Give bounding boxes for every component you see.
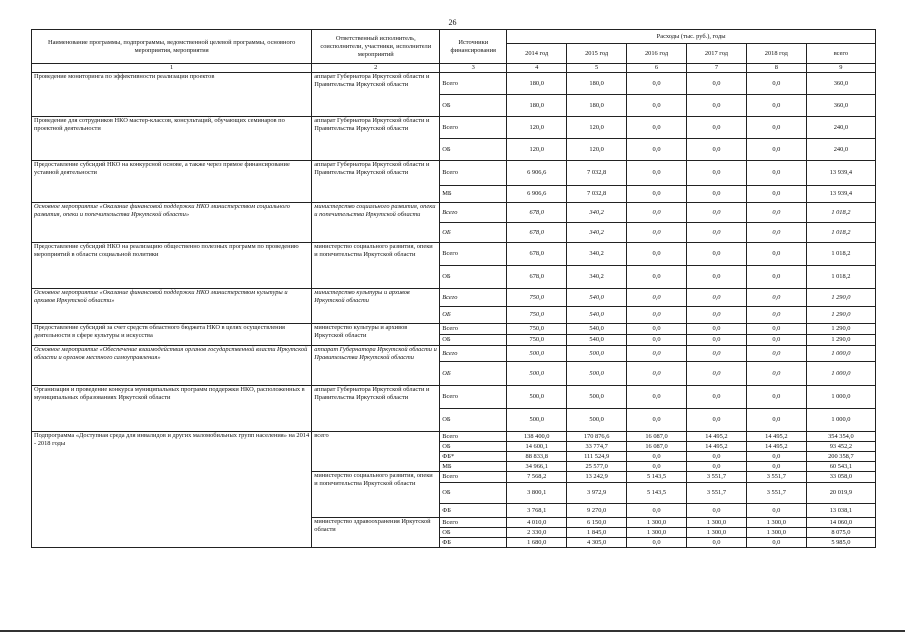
year-value: 180,0 <box>507 73 567 95</box>
year-value: 0,0 <box>627 289 687 307</box>
funding-source: МБ <box>440 186 507 203</box>
year-value: 500,0 <box>507 346 567 362</box>
year-value: 2 330,0 <box>507 528 567 538</box>
total-value: 93 452,2 <box>806 442 875 452</box>
funding-source: Всего <box>440 203 507 223</box>
year-value: 0,0 <box>686 324 746 335</box>
year-value: 0,0 <box>746 504 806 518</box>
table-row <box>32 161 876 186</box>
year-value: 0,0 <box>746 346 806 362</box>
year-value: 0,0 <box>686 462 746 472</box>
column-index: 1 <box>32 64 312 73</box>
measure-name: Проведение для сотрудников НКО мастер-классов, консультаций, обучающих семинаров по проектной деятельности <box>32 117 312 161</box>
year-value: 0,0 <box>627 139 687 161</box>
total-value: 1 018,2 <box>806 266 875 289</box>
year-value: 0,0 <box>627 307 687 324</box>
year-value: 3 800,1 <box>507 483 567 504</box>
total-value: 14 060,0 <box>806 518 875 528</box>
year-value: 0,0 <box>746 538 806 548</box>
year-value: 3 768,1 <box>507 504 567 518</box>
total-value: 1 290,0 <box>806 335 875 346</box>
year-value: 1 300,0 <box>627 528 687 538</box>
header-source: Источники финансирования <box>440 30 507 64</box>
year-value: 3 551,7 <box>746 483 806 504</box>
year-value: 0,0 <box>686 95 746 117</box>
column-index-row <box>32 64 876 73</box>
year-value: 180,0 <box>507 95 567 117</box>
year-value: 340,2 <box>567 223 627 243</box>
funding-source: Всего <box>440 472 507 483</box>
year-value: 0,0 <box>746 73 806 95</box>
total-value: 1 000,0 <box>806 409 875 432</box>
funding-source: МБ <box>440 462 507 472</box>
year-value: 7 568,2 <box>507 472 567 483</box>
year-value: 500,0 <box>507 362 567 386</box>
total-value: 5 985,0 <box>806 538 875 548</box>
year-value: 0,0 <box>746 386 806 409</box>
total-value: 240,0 <box>806 117 875 139</box>
year-value: 0,0 <box>746 452 806 462</box>
year-value: 0,0 <box>746 117 806 139</box>
year-value: 0,0 <box>686 243 746 266</box>
total-value: 1 018,2 <box>806 223 875 243</box>
measure-name: Основное мероприятие «Оказание финансовой поддержки НКО министерством социального развития, опеки и попечительства Иркутской области» <box>32 203 312 243</box>
year-value: 340,2 <box>567 243 627 266</box>
responsible-executor: аппарат Губернатора Иркутской области и Правительства Иркутской области <box>312 386 440 432</box>
year-value: 540,0 <box>567 335 627 346</box>
year-value: 1 300,0 <box>627 518 687 528</box>
year-value: 14 495,2 <box>746 442 806 452</box>
budget-table <box>31 29 876 548</box>
year-value: 750,0 <box>507 289 567 307</box>
year-value: 0,0 <box>627 73 687 95</box>
year-value: 540,0 <box>567 324 627 335</box>
year-value: 180,0 <box>567 95 627 117</box>
funding-source: ОБ <box>440 442 507 452</box>
year-value: 0,0 <box>686 203 746 223</box>
year-value: 500,0 <box>507 386 567 409</box>
year-value: 0,0 <box>627 223 687 243</box>
year-value: 0,0 <box>627 161 687 186</box>
year-value: 750,0 <box>507 324 567 335</box>
year-value: 1 300,0 <box>746 528 806 538</box>
total-value: 1 018,2 <box>806 203 875 223</box>
year-value: 0,0 <box>627 462 687 472</box>
year-value: 0,0 <box>746 335 806 346</box>
year-value: 750,0 <box>507 307 567 324</box>
column-index: 7 <box>686 64 746 73</box>
funding-source: ОБ <box>440 95 507 117</box>
table-row <box>32 73 876 95</box>
total-value: 1 000,0 <box>806 362 875 386</box>
page-number: 26 <box>448 18 457 27</box>
year-value: 0,0 <box>627 346 687 362</box>
year-value: 0,0 <box>746 203 806 223</box>
header-expenses: Расходы (тыс. руб.), годы <box>507 30 876 44</box>
funding-source: ОБ <box>440 139 507 161</box>
funding-source: Всего <box>440 289 507 307</box>
year-value: 678,0 <box>507 243 567 266</box>
measure-name: Основное мероприятие «Обеспечение взаимодействия органов государственной власти Иркутской области и органов местного самоуправления» <box>32 346 312 386</box>
total-value: 13 939,4 <box>806 161 875 186</box>
responsible-executor: министерство социального развития, опеки и попечительства Иркутской области <box>312 243 440 289</box>
header-year: 2018 год <box>746 44 806 64</box>
table-row <box>32 386 876 409</box>
funding-source: ОБ <box>440 409 507 432</box>
table-row <box>32 324 876 335</box>
measure-name: Предоставление субсидий НКО на конкурсной основе, а также через прямое финансирование уставной деятельности <box>32 161 312 203</box>
table-row <box>32 432 876 442</box>
year-value: 1 680,0 <box>507 538 567 548</box>
total-value: 360,0 <box>806 95 875 117</box>
year-value: 0,0 <box>686 409 746 432</box>
year-value: 0,0 <box>746 161 806 186</box>
funding-source: Всего <box>440 73 507 95</box>
year-value: 0,0 <box>627 335 687 346</box>
year-value: 111 524,9 <box>567 452 627 462</box>
year-value: 340,2 <box>567 203 627 223</box>
year-value: 340,2 <box>567 266 627 289</box>
year-value: 170 876,6 <box>567 432 627 442</box>
responsible-executor: аппарат Губернатора Иркутской области и Правительства Иркутской области <box>312 161 440 203</box>
header-year: 2016 год <box>627 44 687 64</box>
total-value: 1 290,0 <box>806 289 875 307</box>
year-value: 500,0 <box>567 409 627 432</box>
year-value: 25 577,0 <box>567 462 627 472</box>
responsible-executor: аппарат Губернатора Иркутской области и Правительства Иркутской области <box>312 73 440 117</box>
year-value: 0,0 <box>627 362 687 386</box>
year-value: 3 551,7 <box>686 483 746 504</box>
year-value: 0,0 <box>686 362 746 386</box>
year-value: 6 906,6 <box>507 161 567 186</box>
year-value: 0,0 <box>686 266 746 289</box>
responsible-executor: аппарат Губернатора Иркутской области и Правительства Иркутской области <box>312 346 440 386</box>
funding-source: ФБ <box>440 538 507 548</box>
year-value: 4 010,0 <box>507 518 567 528</box>
header-year: 2015 год <box>567 44 627 64</box>
table-row <box>32 243 876 266</box>
responsible-executor: всего <box>312 432 440 472</box>
total-value: 1 290,0 <box>806 324 875 335</box>
total-value: 240,0 <box>806 139 875 161</box>
total-value: 33 058,0 <box>806 472 875 483</box>
year-value: 0,0 <box>746 362 806 386</box>
year-value: 0,0 <box>746 95 806 117</box>
year-value: 0,0 <box>686 139 746 161</box>
table-body <box>32 73 876 548</box>
measure-name: Предоставление субсидий за счет средств областного бюджета НКО в целях осуществления деятельности в сфере культуры и искусства <box>32 324 312 346</box>
year-value: 0,0 <box>686 346 746 362</box>
year-value: 9 270,0 <box>567 504 627 518</box>
funding-source: Всего <box>440 324 507 335</box>
year-value: 500,0 <box>507 409 567 432</box>
year-value: 0,0 <box>746 139 806 161</box>
year-value: 0,0 <box>746 289 806 307</box>
funding-source: ФБ <box>440 504 507 518</box>
year-value: 0,0 <box>686 307 746 324</box>
year-value: 540,0 <box>567 289 627 307</box>
year-value: 0,0 <box>746 307 806 324</box>
funding-source: Всего <box>440 346 507 362</box>
year-value: 34 966,1 <box>507 462 567 472</box>
funding-source: ОБ <box>440 307 507 324</box>
measure-name: Предоставление субсидий НКО на реализацию общественно полезных программ по проведению мероприятий в области социальной политики <box>32 243 312 289</box>
responsible-executor: министерство культуры и архивов Иркутской области <box>312 324 440 346</box>
year-value: 0,0 <box>746 324 806 335</box>
year-value: 678,0 <box>507 266 567 289</box>
year-value: 678,0 <box>507 223 567 243</box>
year-value: 0,0 <box>627 117 687 139</box>
year-value: 500,0 <box>567 386 627 409</box>
total-value: 8 075,0 <box>806 528 875 538</box>
total-value: 13 939,4 <box>806 186 875 203</box>
subprogram-name: Подпрограмма «Доступная среда для инвалидов и других маломобильных групп населения» на 2014 - 2018 годы <box>32 432 312 548</box>
header-responsible: Ответственный исполнитель, соисполнители, участники, исполнители мероприятий <box>312 30 440 64</box>
year-value: 0,0 <box>746 462 806 472</box>
year-value: 0,0 <box>627 95 687 117</box>
year-value: 120,0 <box>567 117 627 139</box>
funding-source: ОБ <box>440 483 507 504</box>
year-value: 3 972,9 <box>567 483 627 504</box>
year-value: 120,0 <box>567 139 627 161</box>
year-value: 33 774,7 <box>567 442 627 452</box>
year-value: 0,0 <box>686 223 746 243</box>
total-value: 1 000,0 <box>806 346 875 362</box>
year-value: 0,0 <box>627 538 687 548</box>
year-value: 750,0 <box>507 335 567 346</box>
column-index: 9 <box>806 64 875 73</box>
year-value: 540,0 <box>567 307 627 324</box>
total-value: 200 358,7 <box>806 452 875 462</box>
funding-source: ОБ <box>440 266 507 289</box>
funding-source: Всего <box>440 386 507 409</box>
year-value: 500,0 <box>567 362 627 386</box>
year-value: 0,0 <box>686 335 746 346</box>
year-value: 4 305,0 <box>567 538 627 548</box>
responsible-executor: министерство культуры и архивов Иркутской области <box>312 289 440 324</box>
column-index: 8 <box>746 64 806 73</box>
year-value: 0,0 <box>627 386 687 409</box>
responsible-executor: аппарат Губернатора Иркутской области и Правительства Иркутской области <box>312 117 440 161</box>
header-name: Наименование программы, подпрограммы, ведомственной целевой программы, основного мероприятия, мероприятия <box>32 30 312 64</box>
responsible-executor: министерство социального развития, опеки и попечительства Иркутской области <box>312 203 440 243</box>
measure-name: Организация и проведение конкурса муниципальных программ поддержки НКО, расположенных в муниципальных образованиях Иркутской области <box>32 386 312 432</box>
total-value: 1 000,0 <box>806 386 875 409</box>
year-value: 3 551,7 <box>746 472 806 483</box>
responsible-executor: министерство социального развития, опеки и попечительства Иркутской области <box>312 472 440 518</box>
year-value: 0,0 <box>627 186 687 203</box>
column-index: 4 <box>507 64 567 73</box>
year-value: 5 143,5 <box>627 472 687 483</box>
year-value: 16 087,0 <box>627 432 687 442</box>
year-value: 1 300,0 <box>746 518 806 528</box>
year-value: 3 551,7 <box>686 472 746 483</box>
year-value: 120,0 <box>507 139 567 161</box>
year-value: 0,0 <box>686 538 746 548</box>
column-index: 3 <box>440 64 507 73</box>
year-value: 0,0 <box>746 409 806 432</box>
year-value: 6 906,6 <box>507 186 567 203</box>
year-value: 0,0 <box>627 409 687 432</box>
year-value: 14 495,2 <box>746 432 806 442</box>
year-value: 13 242,9 <box>567 472 627 483</box>
measure-name: Основное мероприятие «Оказание финансовой поддержки НКО министерством культуры и архивов Иркутской области» <box>32 289 312 324</box>
year-value: 0,0 <box>686 117 746 139</box>
year-value: 14 495,2 <box>686 442 746 452</box>
year-value: 6 150,0 <box>567 518 627 528</box>
year-value: 0,0 <box>746 266 806 289</box>
year-value: 0,0 <box>746 186 806 203</box>
funding-source: ОБ <box>440 362 507 386</box>
funding-source: ФБ* <box>440 452 507 462</box>
total-value: 20 019,9 <box>806 483 875 504</box>
responsible-executor: министерство здравоохранения Иркутской области <box>312 518 440 548</box>
header-total: всего <box>806 44 875 64</box>
funding-source: Всего <box>440 243 507 266</box>
column-index: 6 <box>627 64 687 73</box>
measure-name: Проведение мониторинга по эффективности реализации проектов <box>32 73 312 117</box>
year-value: 0,0 <box>627 203 687 223</box>
funding-source: Всего <box>440 161 507 186</box>
column-index: 2 <box>312 64 440 73</box>
year-value: 7 032,8 <box>567 161 627 186</box>
header-year: 2017 год <box>686 44 746 64</box>
total-value: 13 038,1 <box>806 504 875 518</box>
year-value: 0,0 <box>686 289 746 307</box>
funding-source: ОБ <box>440 223 507 243</box>
header-year: 2014 год <box>507 44 567 64</box>
year-value: 500,0 <box>567 346 627 362</box>
table-row <box>32 203 876 223</box>
total-value: 354 354,0 <box>806 432 875 442</box>
total-value: 1 290,0 <box>806 307 875 324</box>
year-value: 5 143,5 <box>627 483 687 504</box>
total-value: 60 543,1 <box>806 462 875 472</box>
page-edge-line <box>0 630 905 632</box>
year-value: 1 300,0 <box>686 528 746 538</box>
year-value: 1 300,0 <box>686 518 746 528</box>
funding-source: ОБ <box>440 335 507 346</box>
year-value: 678,0 <box>507 203 567 223</box>
year-value: 0,0 <box>686 452 746 462</box>
year-value: 0,0 <box>746 243 806 266</box>
total-value: 1 018,2 <box>806 243 875 266</box>
funding-source: Всего <box>440 518 507 528</box>
year-value: 0,0 <box>627 504 687 518</box>
funding-source: ОБ <box>440 528 507 538</box>
year-value: 0,0 <box>627 324 687 335</box>
year-value: 0,0 <box>627 243 687 266</box>
total-value: 360,0 <box>806 73 875 95</box>
column-index: 5 <box>567 64 627 73</box>
table-row <box>32 289 876 307</box>
year-value: 0,0 <box>686 161 746 186</box>
year-value: 0,0 <box>627 452 687 462</box>
year-value: 180,0 <box>567 73 627 95</box>
year-value: 120,0 <box>507 117 567 139</box>
year-value: 1 845,0 <box>567 528 627 538</box>
funding-source: Всего <box>440 117 507 139</box>
year-value: 88 833,8 <box>507 452 567 462</box>
year-value: 16 087,0 <box>627 442 687 452</box>
year-value: 0,0 <box>686 504 746 518</box>
year-value: 0,0 <box>627 266 687 289</box>
year-value: 7 032,8 <box>567 186 627 203</box>
year-value: 0,0 <box>686 73 746 95</box>
year-value: 14 600,1 <box>507 442 567 452</box>
year-value: 138 400,0 <box>507 432 567 442</box>
year-value: 0,0 <box>746 223 806 243</box>
year-value: 0,0 <box>686 186 746 203</box>
table-row <box>32 117 876 139</box>
funding-source: Всего <box>440 432 507 442</box>
year-value: 14 495,2 <box>686 432 746 442</box>
table-row <box>32 346 876 362</box>
year-value: 0,0 <box>686 386 746 409</box>
